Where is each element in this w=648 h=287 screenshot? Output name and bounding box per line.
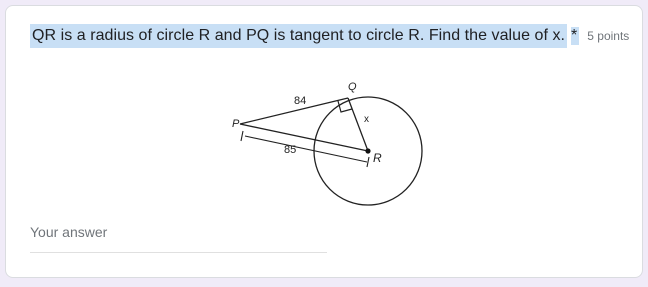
geometry-figure <box>228 76 428 206</box>
points-label: 5 points <box>587 29 630 43</box>
question-header <box>30 24 630 48</box>
answer-placeholder: Your answer <box>30 224 108 240</box>
answer-field[interactable] <box>30 220 327 253</box>
dimension-tick-right <box>367 157 369 167</box>
dimension-tick-left <box>241 131 243 141</box>
label-x: x <box>364 114 369 125</box>
question-card <box>5 5 643 278</box>
required-asterisk: * <box>571 27 578 44</box>
question-title: QR is a radius of circle R and PQ is tangent to circle R. Find the value of x. <box>30 24 567 48</box>
label-q: Q <box>348 81 357 93</box>
segment-pr <box>240 124 368 151</box>
label-pr-length: 85 <box>284 144 297 156</box>
dimension-line-pr <box>245 136 367 162</box>
label-pq-length: 84 <box>294 95 307 107</box>
label-r: R <box>373 151 382 165</box>
point-r <box>365 148 370 153</box>
label-p: P <box>232 118 240 130</box>
